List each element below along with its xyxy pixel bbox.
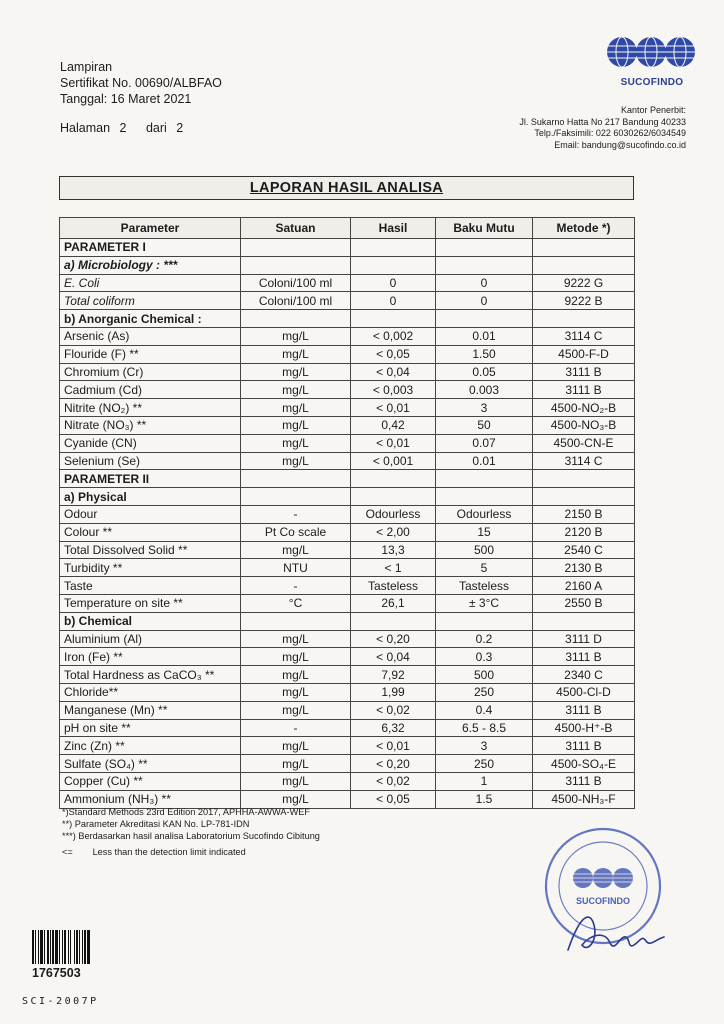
unit-cell: mg/L [241, 648, 351, 666]
table-row [60, 541, 635, 559]
method-cell: 3111 B [533, 381, 635, 399]
method-cell: 3111 D [533, 630, 635, 648]
unit-cell: mg/L [241, 363, 351, 381]
parameter-cell: Aluminium (Al) [60, 630, 241, 648]
standard-cell: 0.003 [436, 381, 533, 399]
parameter-cell: pH on site ** [60, 719, 241, 737]
standard-cell: Tasteless [436, 577, 533, 595]
document-meta [60, 59, 222, 107]
section-label: b) Anorganic Chemical : [60, 310, 241, 328]
page-total: 2 [176, 121, 184, 135]
parameter-cell: E. Coli [60, 274, 241, 292]
barcode-bar [82, 930, 83, 964]
issuer-phone: Telp./Faksimili: 022 6030262/6034549 [534, 128, 686, 138]
table-row [60, 683, 635, 701]
empty-cell [351, 239, 436, 257]
header-unit: Satuan [241, 218, 351, 239]
parameter-cell: Zinc (Zn) ** [60, 737, 241, 755]
parameter-cell: Ammonium (NH₃) ** [60, 790, 241, 808]
table-row [60, 630, 635, 648]
method-cell: 2160 A [533, 577, 635, 595]
result-cell: < 0,20 [351, 755, 436, 773]
standard-cell: 3 [436, 399, 533, 417]
unit-cell: Coloni/100 ml [241, 274, 351, 292]
table-row [60, 719, 635, 737]
table-row [60, 274, 635, 292]
unit-cell: mg/L [241, 630, 351, 648]
empty-cell [436, 470, 533, 488]
standard-cell: 500 [436, 666, 533, 684]
section-row [60, 470, 635, 488]
parameter-cell: Arsenic (As) [60, 327, 241, 345]
empty-cell [533, 239, 635, 257]
barcode-number: 1767503 [32, 966, 81, 980]
unit-cell: mg/L [241, 381, 351, 399]
table-row [60, 399, 635, 417]
footnote: ***) Berdasarkan hasil analisa Laboratorium Sucofindo Cibitung [62, 831, 320, 842]
issuer-email: Email: bandung@sucofindo.co.id [554, 139, 686, 150]
result-cell: < 0,02 [351, 772, 436, 790]
standard-cell: 0.07 [436, 434, 533, 452]
unit-cell: mg/L [241, 345, 351, 363]
unit-cell: mg/L [241, 399, 351, 417]
standard-cell: 1.50 [436, 345, 533, 363]
table-row [60, 648, 635, 666]
empty-cell [241, 488, 351, 506]
footnote: **) Parameter Akreditasi KAN No. LP-781-IDN [62, 819, 250, 830]
barcode-bar [70, 930, 71, 964]
standard-cell: 500 [436, 541, 533, 559]
empty-cell [241, 612, 351, 630]
barcode-bar [84, 930, 86, 964]
parameter-cell: Sulfate (SO₄) ** [60, 755, 241, 773]
issuer-label: Kantor Penerbit: [620, 105, 686, 115]
result-cell: < 2,00 [351, 523, 436, 541]
result-cell: 26,1 [351, 594, 436, 612]
barcode-bar [68, 930, 69, 964]
parameter-cell: Nitrate (NO₃) ** [60, 416, 241, 434]
table-row [60, 577, 635, 595]
parameter-cell: Taste [60, 577, 241, 595]
standard-cell: 50 [436, 416, 533, 434]
method-cell: 4500-NO₂-B [533, 399, 635, 417]
barcode-bar [62, 930, 63, 964]
unit-cell: °C [241, 594, 351, 612]
section-row [60, 310, 635, 328]
table-row [60, 381, 635, 399]
empty-cell [351, 310, 436, 328]
barcode-bar [40, 930, 43, 964]
unit-cell: mg/L [241, 701, 351, 719]
result-cell: < 0,20 [351, 630, 436, 648]
standard-cell: 6.5 - 8.5 [436, 719, 533, 737]
section-row [60, 256, 635, 274]
unit-cell: mg/L [241, 755, 351, 773]
barcode-bar [59, 930, 60, 964]
method-cell: 2130 B [533, 559, 635, 577]
method-cell: 3111 B [533, 772, 635, 790]
method-cell: 3111 B [533, 701, 635, 719]
barcode-bar [35, 930, 36, 964]
section-label: PARAMETER II [60, 470, 241, 488]
standard-cell: 250 [436, 755, 533, 773]
empty-cell [436, 256, 533, 274]
result-cell: 6,32 [351, 719, 436, 737]
parameter-cell: Temperature on site ** [60, 594, 241, 612]
table-row [60, 755, 635, 773]
table-row [60, 594, 635, 612]
empty-cell [533, 488, 635, 506]
parameter-cell: Total Hardness as CaCO₃ ** [60, 666, 241, 684]
results-table [59, 217, 635, 809]
method-cell: 9222 G [533, 274, 635, 292]
method-cell: 3114 C [533, 452, 635, 470]
unit-cell: mg/L [241, 683, 351, 701]
parameter-cell: Cadmium (Cd) [60, 381, 241, 399]
section-label: a) Physical [60, 488, 241, 506]
unit-cell: mg/L [241, 416, 351, 434]
barcode-bar [76, 930, 78, 964]
standard-cell: 0.2 [436, 630, 533, 648]
barcode-bar [87, 930, 90, 964]
result-cell: Tasteless [351, 577, 436, 595]
legend-symbol: <= [62, 846, 73, 857]
result-cell: 7,92 [351, 666, 436, 684]
barcode-bar [64, 930, 66, 964]
empty-cell [241, 310, 351, 328]
empty-cell [436, 310, 533, 328]
result-cell: 0,42 [351, 416, 436, 434]
table-header-row [60, 218, 635, 239]
table-row [60, 345, 635, 363]
unit-cell: mg/L [241, 772, 351, 790]
barcode-bar [50, 930, 51, 964]
barcode-bar [55, 930, 58, 964]
result-cell: < 0,01 [351, 737, 436, 755]
standard-cell: 0.01 [436, 327, 533, 345]
standard-cell: ± 3°C [436, 594, 533, 612]
table-row [60, 505, 635, 523]
empty-cell [351, 470, 436, 488]
standard-cell: 250 [436, 683, 533, 701]
method-cell: 3114 C [533, 327, 635, 345]
result-cell: < 0,003 [351, 381, 436, 399]
unit-cell: Pt Co scale [241, 523, 351, 541]
method-cell: 3111 B [533, 737, 635, 755]
barcode-icon [32, 930, 108, 964]
issuer-address: Jl. Sukarno Hatta No 217 Bandung 40233 [519, 116, 686, 127]
method-cell: 2340 C [533, 666, 635, 684]
empty-cell [241, 239, 351, 257]
table-row [60, 452, 635, 470]
empty-cell [533, 256, 635, 274]
parameter-cell: Turbidity ** [60, 559, 241, 577]
stamp-text: SUCOFINDO [576, 896, 630, 906]
parameter-cell: Copper (Cu) ** [60, 772, 241, 790]
unit-cell: mg/L [241, 666, 351, 684]
table-row [60, 327, 635, 345]
parameter-cell: Flouride (F) ** [60, 345, 241, 363]
attachment-label: Lampiran [60, 60, 113, 74]
page-label: Halaman [60, 121, 111, 135]
method-cell: 4500-CN-E [533, 434, 635, 452]
header-method: Metode *) [533, 218, 635, 239]
empty-cell [436, 239, 533, 257]
unit-cell: - [241, 577, 351, 595]
result-cell: < 0,01 [351, 399, 436, 417]
section-row [60, 239, 635, 257]
method-cell: 2540 C [533, 541, 635, 559]
parameter-cell: Chloride** [60, 683, 241, 701]
method-cell: 4500-H⁺-B [533, 719, 635, 737]
method-cell: 3111 B [533, 648, 635, 666]
legend-note [62, 846, 320, 858]
unit-cell: mg/L [241, 327, 351, 345]
unit-cell: mg/L [241, 434, 351, 452]
barcode-bar [74, 930, 75, 964]
unit-cell: mg/L [241, 452, 351, 470]
unit-cell: - [241, 719, 351, 737]
unit-cell: NTU [241, 559, 351, 577]
page-indicator [60, 121, 189, 135]
parameter-cell: Total coliform [60, 292, 241, 310]
footnotes [62, 806, 320, 858]
unit-cell: mg/L [241, 737, 351, 755]
certificate-number: Sertifikat No. 00690/ALBFAO [60, 76, 222, 90]
table-row [60, 434, 635, 452]
barcode-bar [38, 930, 39, 964]
method-cell: 3111 B [533, 363, 635, 381]
footnote: *)Standard Methods 23rd Edition 2017, APHHA-AWWA-WEF [62, 807, 310, 817]
method-cell: 4500-Cl-D [533, 683, 635, 701]
legend-text: Less than the detection limit indicated [92, 846, 246, 857]
parameter-cell: Chromium (Cr) [60, 363, 241, 381]
table-row [60, 363, 635, 381]
empty-cell [241, 256, 351, 274]
table-row [60, 416, 635, 434]
result-cell: Odourless [351, 505, 436, 523]
result-cell: 13,3 [351, 541, 436, 559]
barcode-bar [44, 930, 45, 964]
result-cell: < 0,04 [351, 363, 436, 381]
unit-cell: mg/L [241, 541, 351, 559]
empty-cell [241, 470, 351, 488]
parameter-cell: Selenium (Se) [60, 452, 241, 470]
empty-cell [436, 488, 533, 506]
table-row [60, 292, 635, 310]
result-cell: < 0,05 [351, 790, 436, 808]
section-label: b) Chemical [60, 612, 241, 630]
signature-icon [560, 905, 680, 960]
standard-cell: 1 [436, 772, 533, 790]
report-title: LAPORAN HASIL ANALISA [249, 180, 444, 196]
method-cell: 4500-SO₄-E [533, 755, 635, 773]
result-cell: 0 [351, 274, 436, 292]
method-cell: 9222 B [533, 292, 635, 310]
brand-name: SUCOFINDO [620, 77, 684, 88]
header-result: Hasil [351, 218, 436, 239]
barcode-bar [32, 930, 34, 964]
empty-cell [351, 612, 436, 630]
issuer-block [519, 105, 686, 151]
method-cell: 2550 B [533, 594, 635, 612]
table-row [60, 737, 635, 755]
method-cell: 2120 B [533, 523, 635, 541]
document-date: Tanggal: 16 Maret 2021 [60, 92, 192, 106]
standard-cell: 3 [436, 737, 533, 755]
standard-cell: 0.01 [436, 452, 533, 470]
parameter-cell: Manganese (Mn) ** [60, 701, 241, 719]
section-row [60, 488, 635, 506]
standard-cell: 0 [436, 274, 533, 292]
result-cell: < 0,04 [351, 648, 436, 666]
parameter-cell: Odour [60, 505, 241, 523]
table-row [60, 523, 635, 541]
empty-cell [351, 256, 436, 274]
standard-cell: 15 [436, 523, 533, 541]
result-cell: 0 [351, 292, 436, 310]
empty-cell [533, 310, 635, 328]
form-code: SCI-2007P [22, 996, 99, 1007]
result-cell: < 0,01 [351, 434, 436, 452]
standard-cell: 0.4 [436, 701, 533, 719]
result-cell: < 0,002 [351, 327, 436, 345]
standard-cell: 0.3 [436, 648, 533, 666]
section-row [60, 612, 635, 630]
result-cell: < 1 [351, 559, 436, 577]
header-parameter: Parameter [60, 218, 241, 239]
method-cell: 4500-NH₃-F [533, 790, 635, 808]
parameter-cell: Colour ** [60, 523, 241, 541]
unit-cell: Coloni/100 ml [241, 292, 351, 310]
table-row [60, 701, 635, 719]
standard-cell: 1.5 [436, 790, 533, 808]
method-cell: 4500-F-D [533, 345, 635, 363]
barcode-bar [47, 930, 49, 964]
barcode-bar [79, 930, 80, 964]
standard-cell: 5 [436, 559, 533, 577]
parameter-cell: Cyanide (CN) [60, 434, 241, 452]
result-cell: < 0,02 [351, 701, 436, 719]
parameter-cell: Iron (Fe) ** [60, 648, 241, 666]
result-cell: 1,99 [351, 683, 436, 701]
result-cell: < 0,001 [351, 452, 436, 470]
table-body [60, 239, 635, 809]
page-current: 2 [119, 121, 127, 135]
table-row [60, 666, 635, 684]
empty-cell [436, 612, 533, 630]
header-standard: Baku Mutu [436, 218, 533, 239]
table-row [60, 772, 635, 790]
unit-cell: - [241, 505, 351, 523]
standard-cell: 0.05 [436, 363, 533, 381]
standard-cell: Odourless [436, 505, 533, 523]
barcode-bar [52, 930, 54, 964]
method-cell: 2150 B [533, 505, 635, 523]
unit-cell: mg/L [241, 790, 351, 808]
table-row [60, 559, 635, 577]
result-cell: < 0,05 [351, 345, 436, 363]
empty-cell [533, 612, 635, 630]
empty-cell [351, 488, 436, 506]
parameter-cell: Total Dissolved Solid ** [60, 541, 241, 559]
section-label: PARAMETER I [60, 239, 241, 257]
page-of-label: dari [145, 121, 167, 135]
method-cell: 4500-NO₃-B [533, 416, 635, 434]
section-label: a) Microbiology : *** [60, 256, 241, 274]
parameter-cell: Nitrite (NO₂) ** [60, 399, 241, 417]
report-title-box [59, 176, 634, 200]
empty-cell [533, 470, 635, 488]
standard-cell: 0 [436, 292, 533, 310]
